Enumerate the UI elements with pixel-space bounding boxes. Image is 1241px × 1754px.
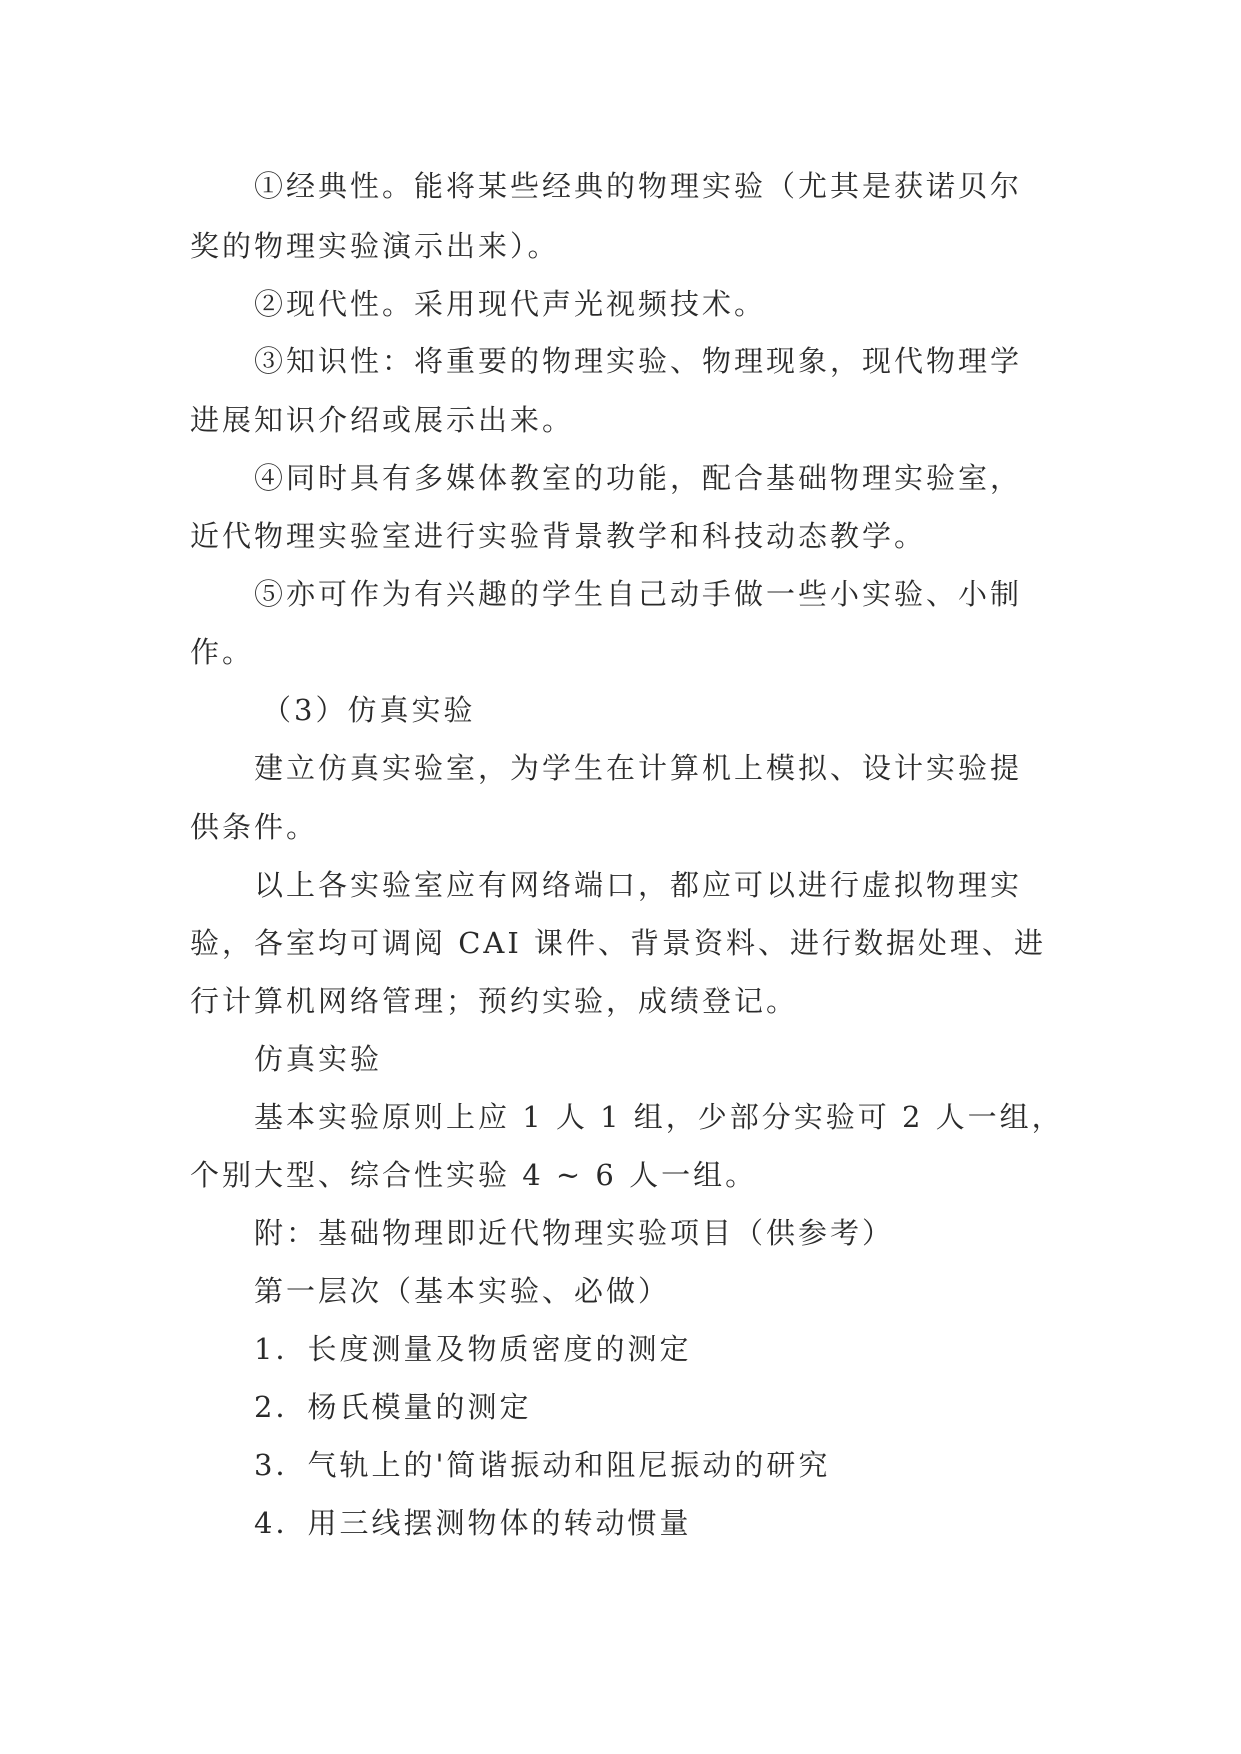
paragraph-multimedia-line-2: 近代物理实验室进行实验背景教学和科技动态教学。	[190, 519, 927, 553]
paragraph-knowledge-line-2: 进展知识介绍或展示出来。	[190, 403, 575, 437]
paragraph-simulation-line-1: 建立仿真实验室，为学生在计算机上模拟、设计实验提	[254, 751, 1023, 785]
level-one-title: 第一层次（基本实验、必做）	[254, 1274, 671, 1308]
paragraph-grouping-line-2: 个别大型、综合性实验 4 ~ 6 人一组。	[190, 1158, 758, 1192]
paragraph-network-line-1: 以上各实验室应有网络端口，都应可以进行虚拟物理实	[254, 868, 1023, 902]
paragraph-simulation-line-2: 供条件。	[190, 810, 319, 844]
paragraph-classic-line-2: 奖的物理实验演示出来）。	[190, 229, 560, 263]
paragraph-grouping-line-1: 基本实验原则上应 1 人 1 组，少部分实验可 2 人一组，	[254, 1100, 1064, 1134]
list-item: 3．气轨上的'简谐振动和阻尼振动的研究	[254, 1448, 831, 1482]
paragraph-classic-line-1: ①经典性。能将某些经典的物理实验（尤其是获诺贝尔	[254, 169, 1023, 203]
appendix-title: 附：基础物理即近代物理实验项目（供参考）	[254, 1216, 895, 1250]
list-item: 4．用三线摆测物体的转动惯量	[254, 1506, 692, 1540]
paragraph-multimedia-line-1: ④同时具有多媒体教室的功能，配合基础物理实验室，	[254, 461, 1023, 495]
paragraph-student-line-2: 作。	[190, 635, 255, 669]
section-heading-simulation: （3）仿真实验	[262, 693, 476, 727]
list-item: 1．长度测量及物质密度的测定	[254, 1332, 692, 1366]
paragraph-network-line-3: 行计算机网络管理；预约实验，成绩登记。	[190, 984, 799, 1018]
paragraph-modern: ②现代性。采用现代声光视频技术。	[254, 287, 767, 321]
paragraph-network-line-2: 验，各室均可调阅 CAI 课件、背景资料、进行数据处理、进	[190, 926, 1047, 960]
paragraph-student-line-1: ⑤亦可作为有兴趣的学生自己动手做一些小实验、小制	[254, 577, 1023, 611]
paragraph-simulation-title: 仿真实验	[254, 1042, 383, 1076]
paragraph-knowledge-line-1: ③知识性：将重要的物理实验、物理现象，现代物理学	[254, 344, 1023, 378]
list-item: 2．杨氏模量的测定	[254, 1390, 532, 1424]
